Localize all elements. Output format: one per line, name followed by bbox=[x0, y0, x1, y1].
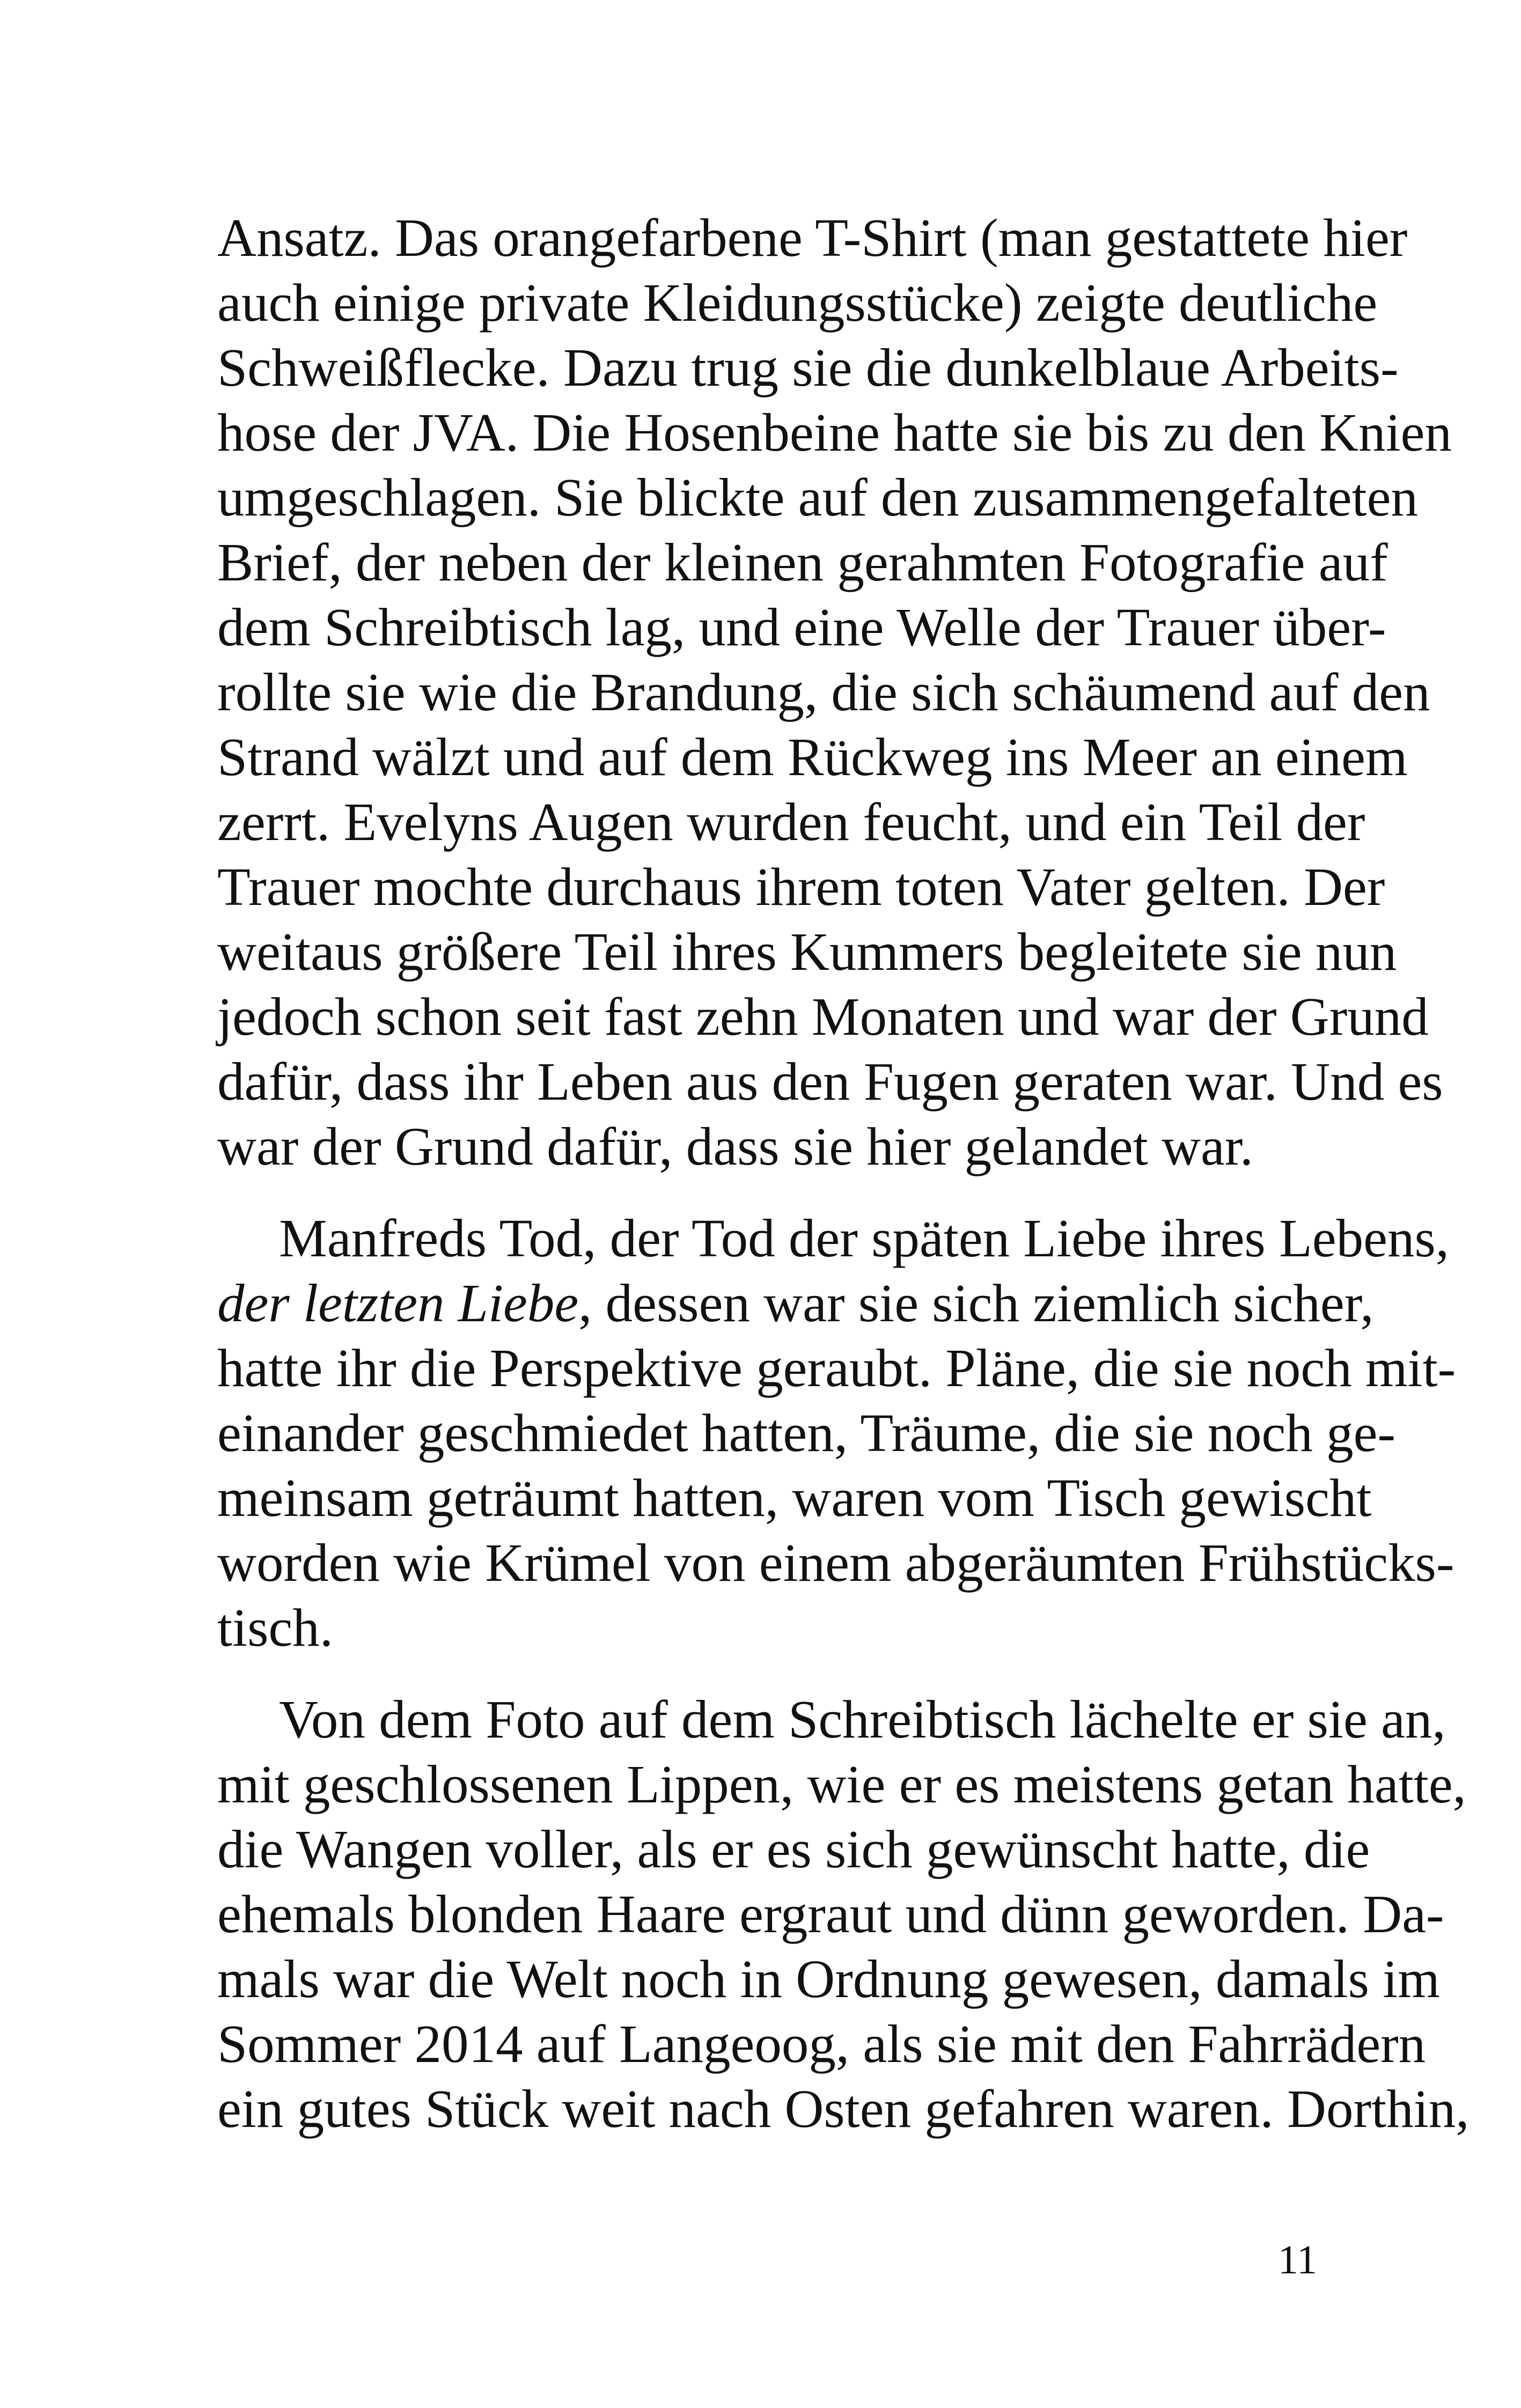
text-line-with-italic bbox=[217, 1271, 1374, 1336]
text-line: auch einige private Kleidungsstücke) zeigte deutliche bbox=[217, 273, 1378, 333]
text-line: ein gutes Stück weit nach Osten gefahren waren. Dorthin, bbox=[217, 2079, 1469, 2139]
paragraph-spacer bbox=[217, 1179, 1317, 1206]
text-line: zerrt. Evelyns Augen wurden feucht, und ein Teil der bbox=[217, 792, 1365, 852]
text-line: Von dem Foto auf dem Schreibtisch lächelte er sie an, bbox=[279, 1689, 1446, 1749]
text-line: Sommer 2014 auf Langeoog, als sie mit den Fahrrädern bbox=[217, 2014, 1426, 2074]
text-line: dafür, dass ihr Leben aus den Fugen geraten war. Und es bbox=[217, 1051, 1443, 1111]
text-line: die Wangen voller, als er es sich gewünscht hatte, die bbox=[217, 1819, 1370, 1879]
text-line: mals war die Welt noch in Ordnung gewesen, damals im bbox=[217, 1949, 1440, 2009]
paragraph-3 bbox=[217, 1687, 1469, 2141]
page-number: 11 bbox=[1277, 2237, 1317, 2282]
text-line: einander geschmiedet hatten, Träume, die sie noch ge- bbox=[217, 1403, 1396, 1463]
paragraph-1 bbox=[217, 205, 1452, 1179]
text-line: Ansatz. Das orangefarbene T-Shirt (man gestattete hier bbox=[217, 208, 1408, 268]
text-line: rollte sie wie die Brandung, die sich schäumend auf den bbox=[217, 662, 1430, 722]
paragraph-2 bbox=[217, 1206, 1456, 1660]
text-line: Trauer mochte durchaus ihrem toten Vater gelten. Der bbox=[217, 857, 1385, 917]
text-line-rest: , dessen war sie sich ziemlich sicher, bbox=[578, 1273, 1374, 1333]
text-line: jedoch schon seit fast zehn Monaten und war der Grund bbox=[217, 986, 1429, 1047]
text-line: Schweißflecke. Dazu trug sie die dunkelblaue Arbeits- bbox=[217, 337, 1399, 397]
text-line: war der Grund dafür, dass sie hier gelandet war. bbox=[217, 1116, 1254, 1176]
text-line: ehemals blonden Haare ergraut und dünn geworden. Da- bbox=[217, 1884, 1444, 1944]
text-line: hose der JVA. Die Hosenbeine hatte sie bis zu den Knien bbox=[217, 402, 1452, 462]
text-line: hatte ihr die Perspektive geraubt. Pläne, die sie noch mit- bbox=[217, 1338, 1456, 1398]
body-text bbox=[217, 205, 1469, 2141]
text-line: umgeschlagen. Sie blickte auf den zusammengefalteten bbox=[217, 467, 1418, 527]
text-line: Brief, der neben der kleinen gerahmten Fotografie auf bbox=[217, 532, 1388, 592]
text-line: Manfreds Tod, der Tod der späten Liebe ihres Lebens, bbox=[279, 1208, 1450, 1268]
text-line: Strand wälzt und auf dem Rückweg ins Meer an einem bbox=[217, 727, 1408, 787]
text-line: dem Schreibtisch lag, und eine Welle der Trauer über- bbox=[217, 597, 1386, 657]
text-line: mit geschlossenen Lippen, wie er es meistens getan hatte, bbox=[217, 1754, 1466, 1814]
italic-phrase: der letzten Liebe bbox=[217, 1273, 579, 1333]
text-line: worden wie Krümel von einem abgeräumten Frühstücks- bbox=[217, 1533, 1454, 1593]
text-line: tisch. bbox=[217, 1597, 334, 1658]
paragraph-spacer bbox=[217, 1660, 1317, 1687]
text-line: weitaus größere Teil ihres Kummers begleitete sie nun bbox=[217, 922, 1397, 982]
text-line: meinsam geträumt hatten, waren vom Tisch gewischt bbox=[217, 1468, 1372, 1528]
